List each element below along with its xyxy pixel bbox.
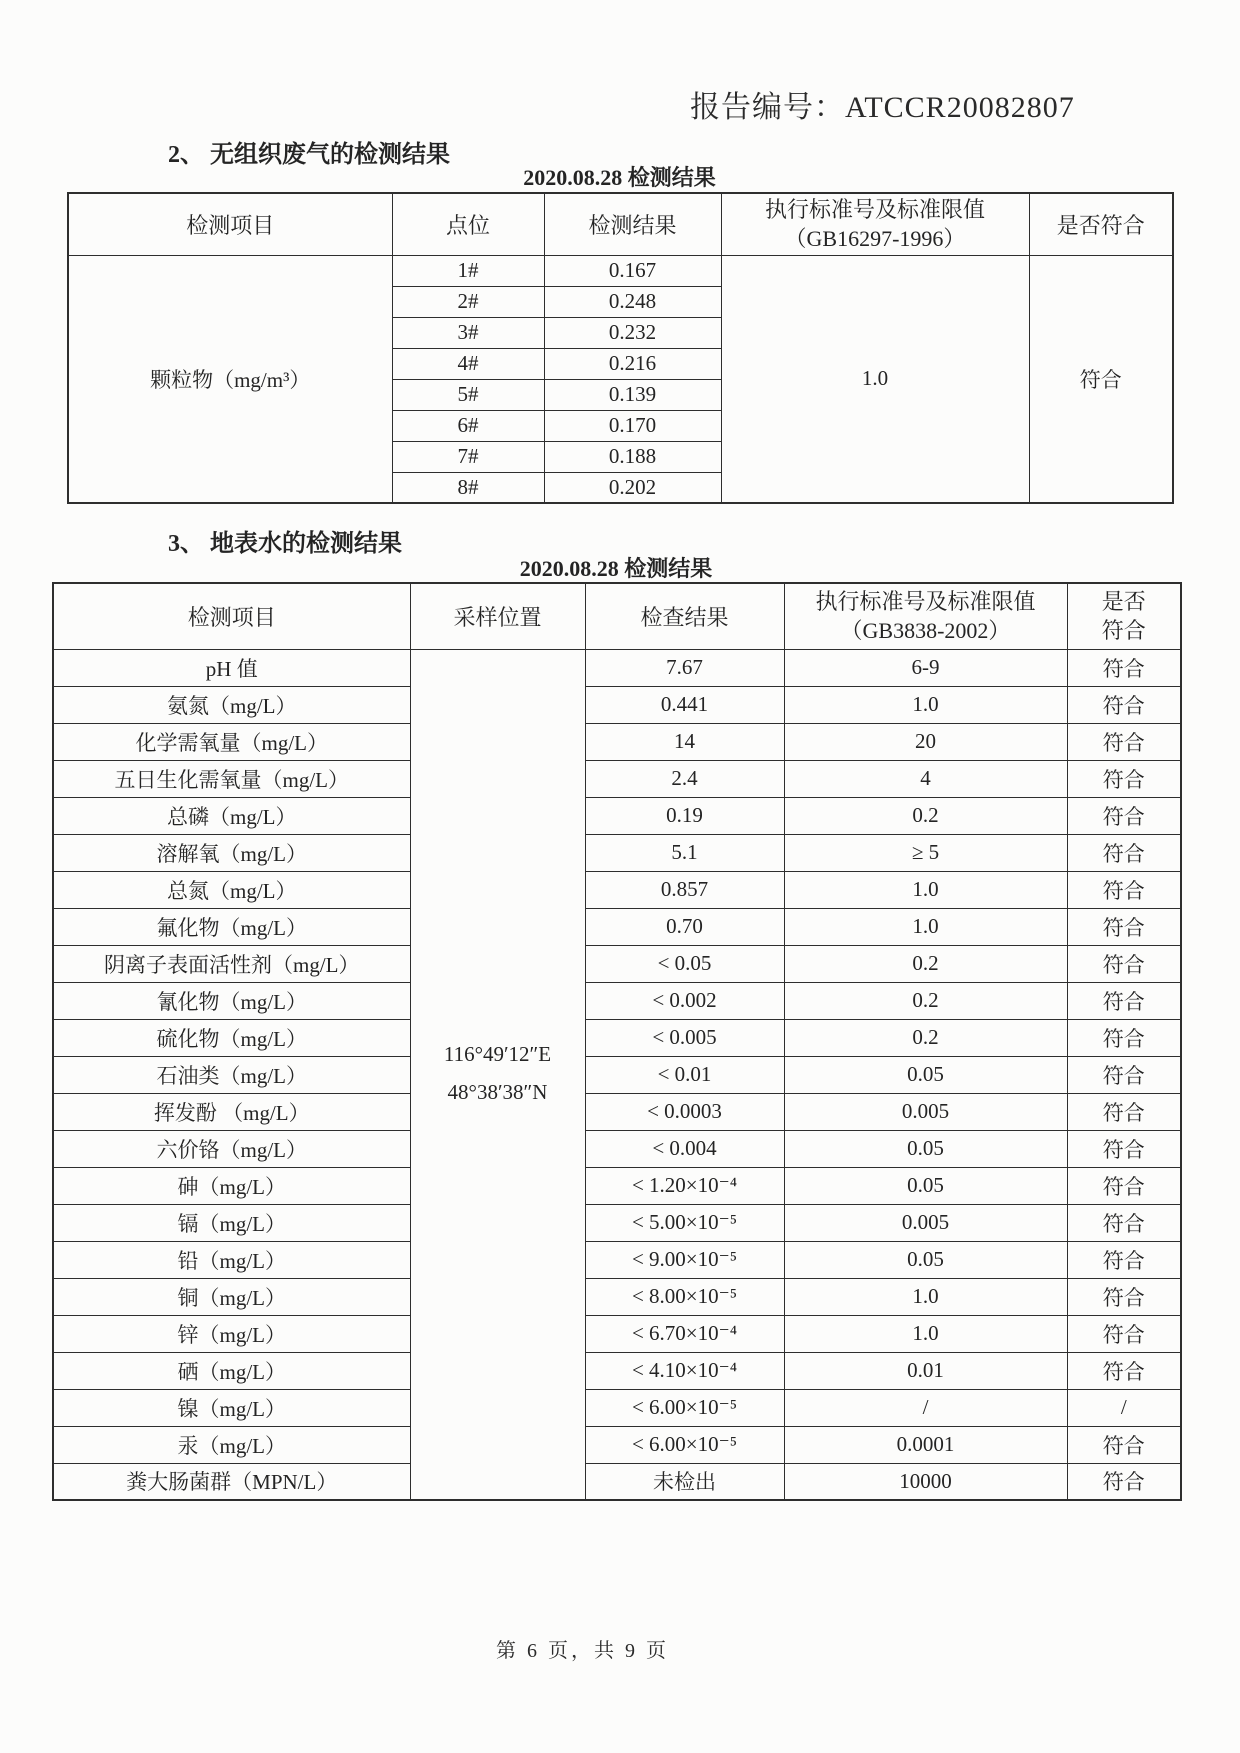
water-limit-cell: 4: [784, 760, 1067, 797]
water-limit-cell: 6-9: [784, 649, 1067, 686]
water-limit-cell: 10000: [784, 1463, 1067, 1500]
water-table-row: [53, 1352, 1181, 1389]
water-compliance-cell: 符合: [1067, 1352, 1181, 1389]
page-footer: 第 6 页，共 9 页: [496, 1640, 669, 1662]
water-compliance-cell: 符合: [1067, 1093, 1181, 1130]
water-compliance-cell: /: [1067, 1389, 1181, 1426]
water-result-cell: 7.67: [585, 649, 784, 686]
water-limit-cell: ≥ 5: [784, 834, 1067, 871]
water-compliance-cell: 符合: [1067, 1315, 1181, 1352]
water-table-row: [53, 686, 1181, 723]
water-item-cell: 镍（mg/L）: [53, 1389, 410, 1426]
gas-item-cell: 颗粒物（mg/m³）: [68, 255, 392, 503]
water-compliance-cell: 符合: [1067, 1426, 1181, 1463]
water-item-cell: 总氮（mg/L）: [53, 871, 410, 908]
water-location-line1: 116°49′12″E: [443, 1042, 552, 1067]
water-limit-cell: 0.2: [784, 797, 1067, 834]
water-item-cell: 锌（mg/L）: [53, 1315, 410, 1352]
water-compliance-cell: 符合: [1067, 686, 1181, 723]
water-item-cell: 粪大肠菌群（MPN/L）: [53, 1463, 410, 1500]
water-header-compliance: [1067, 583, 1181, 649]
water-result-cell: < 6.70×10⁻⁴: [585, 1315, 784, 1352]
water-item-cell: 铅（mg/L）: [53, 1241, 410, 1278]
gas-header-compliance: 是否符合: [1029, 193, 1173, 255]
water-item-cell: 硫化物（mg/L）: [53, 1019, 410, 1056]
water-limit-cell: 0.05: [784, 1167, 1067, 1204]
water-header-standard-line2: （GB3838-2002）: [840, 618, 1011, 644]
gas-table-caption: 2020.08.28 检测结果: [523, 165, 716, 190]
water-item-cell: pH 值: [53, 649, 410, 686]
water-header-standard: [784, 583, 1067, 649]
water-limit-cell: 0.01: [784, 1352, 1067, 1389]
gas-table-row: [68, 255, 1173, 286]
gas-header-row: [68, 193, 1173, 255]
water-compliance-cell: 符合: [1067, 1130, 1181, 1167]
water-result-cell: 2.4: [585, 760, 784, 797]
water-item-cell: 总磷（mg/L）: [53, 797, 410, 834]
water-table-row: [53, 1056, 1181, 1093]
water-limit-cell: 1.0: [784, 1315, 1067, 1352]
report-number: 报告编号：ATCCR20082807: [690, 91, 1075, 124]
water-item-cell: 铜（mg/L）: [53, 1278, 410, 1315]
gas-point-cell: 7#: [392, 441, 544, 472]
gas-point-cell: 8#: [392, 472, 544, 503]
gas-point-cell: 1#: [392, 255, 544, 286]
water-compliance-cell: 符合: [1067, 982, 1181, 1019]
gas-point-cell: 6#: [392, 410, 544, 441]
section-title-water: 3、 地表水的检测结果: [168, 531, 402, 557]
gas-limit-cell: 1.0: [721, 255, 1029, 503]
water-table-row: [53, 1093, 1181, 1130]
water-compliance-cell: 符合: [1067, 1204, 1181, 1241]
water-limit-cell: 0.0001: [784, 1426, 1067, 1463]
water-result-cell: < 0.05: [585, 945, 784, 982]
water-item-cell: 镉（mg/L）: [53, 1204, 410, 1241]
water-header-result: 检查结果: [585, 583, 784, 649]
water-item-cell: 阴离子表面活性剂（mg/L）: [53, 945, 410, 982]
water-limit-cell: 0.005: [784, 1204, 1067, 1241]
water-compliance-cell: 符合: [1067, 945, 1181, 982]
water-limit-cell: 0.05: [784, 1241, 1067, 1278]
water-header-compliance-line1: 是否: [1101, 588, 1146, 614]
water-limit-cell: 0.2: [784, 1019, 1067, 1056]
water-header-standard-line1: 执行标准号及标准限值: [815, 588, 1036, 614]
water-compliance-cell: 符合: [1067, 1463, 1181, 1500]
water-table-row: [53, 1167, 1181, 1204]
water-limit-cell: 0.2: [784, 982, 1067, 1019]
water-item-cell: 石油类（mg/L）: [53, 1056, 410, 1093]
water-result-cell: < 1.20×10⁻⁴: [585, 1167, 784, 1204]
water-result-cell: 0.857: [585, 871, 784, 908]
water-limit-cell: 1.0: [784, 871, 1067, 908]
water-table-row: [53, 1426, 1181, 1463]
water-table-row: [53, 760, 1181, 797]
water-table-row: [53, 723, 1181, 760]
water-compliance-cell: 符合: [1067, 1167, 1181, 1204]
water-limit-cell: 20: [784, 723, 1067, 760]
water-result-cell: < 0.0003: [585, 1093, 784, 1130]
water-result-cell: 5.1: [585, 834, 784, 871]
gas-results-table: [67, 192, 1174, 504]
gas-result-cell: 0.167: [544, 255, 721, 286]
water-item-cell: 汞（mg/L）: [53, 1426, 410, 1463]
water-table-row: [53, 1389, 1181, 1426]
gas-point-cell: 2#: [392, 286, 544, 317]
water-limit-cell: 1.0: [784, 1278, 1067, 1315]
water-result-cell: 0.19: [585, 797, 784, 834]
gas-point-cell: 4#: [392, 348, 544, 379]
gas-result-cell: 0.139: [544, 379, 721, 410]
water-result-cell: < 9.00×10⁻⁵: [585, 1241, 784, 1278]
water-limit-cell: /: [784, 1389, 1067, 1426]
water-result-cell: < 4.10×10⁻⁴: [585, 1352, 784, 1389]
water-table-row: [53, 1019, 1181, 1056]
gas-header-standard-line2: （GB16297-1996）: [784, 226, 966, 252]
water-compliance-cell: 符合: [1067, 1241, 1181, 1278]
gas-result-cell: 0.248: [544, 286, 721, 317]
water-table-row: [53, 982, 1181, 1019]
water-result-cell: < 8.00×10⁻⁵: [585, 1278, 784, 1315]
water-table-row: [53, 1241, 1181, 1278]
gas-result-cell: 0.202: [544, 472, 721, 503]
water-result-cell: 未检出: [585, 1463, 784, 1500]
water-header-row: [53, 583, 1181, 649]
gas-header-standard-line1: 执行标准号及标准限值: [764, 196, 985, 222]
water-table-row: [53, 1130, 1181, 1167]
water-limit-cell: 0.05: [784, 1056, 1067, 1093]
water-limit-cell: 0.05: [784, 1130, 1067, 1167]
water-table-row: [53, 834, 1181, 871]
gas-header-point: 点位: [392, 193, 544, 255]
water-compliance-cell: 符合: [1067, 1019, 1181, 1056]
water-table-caption: 2020.08.28 检测结果: [519, 556, 713, 581]
gas-header-standard: [721, 193, 1029, 255]
gas-result-cell: 0.216: [544, 348, 721, 379]
water-table-row: [53, 1463, 1181, 1500]
water-limit-cell: 1.0: [784, 908, 1067, 945]
water-location-line2: 48°38′38″N: [447, 1080, 548, 1105]
water-item-cell: 六价铬（mg/L）: [53, 1130, 410, 1167]
water-result-cell: 14: [585, 723, 784, 760]
water-header-location: 采样位置: [410, 583, 585, 649]
water-table-row: [53, 945, 1181, 982]
water-table-row: [53, 908, 1181, 945]
water-item-cell: 五日生化需氧量（mg/L）: [53, 760, 410, 797]
water-limit-cell: 1.0: [784, 686, 1067, 723]
water-result-cell: < 0.004: [585, 1130, 784, 1167]
gas-header-item: 检测项目: [68, 193, 392, 255]
water-compliance-cell: 符合: [1067, 1278, 1181, 1315]
gas-result-cell: 0.170: [544, 410, 721, 441]
water-result-cell: < 6.00×10⁻⁵: [585, 1389, 784, 1426]
water-result-cell: < 0.002: [585, 982, 784, 1019]
water-item-cell: 挥发酚 （mg/L）: [53, 1093, 410, 1130]
water-header-item: 检测项目: [53, 583, 410, 649]
water-table-row: [53, 649, 1181, 686]
water-table-row: [53, 1278, 1181, 1315]
water-table-row: [53, 1204, 1181, 1241]
water-compliance-cell: 符合: [1067, 797, 1181, 834]
water-table-row: [53, 1315, 1181, 1352]
water-table-row: [53, 871, 1181, 908]
water-result-cell: 0.70: [585, 908, 784, 945]
water-compliance-cell: 符合: [1067, 760, 1181, 797]
water-compliance-cell: 符合: [1067, 649, 1181, 686]
gas-compliance-cell: 符合: [1029, 255, 1173, 503]
water-item-cell: 硒（mg/L）: [53, 1352, 410, 1389]
water-item-cell: 砷（mg/L）: [53, 1167, 410, 1204]
gas-point-cell: 3#: [392, 317, 544, 348]
water-item-cell: 氰化物（mg/L）: [53, 982, 410, 1019]
water-item-cell: 化学需氧量（mg/L）: [53, 723, 410, 760]
water-compliance-cell: 符合: [1067, 834, 1181, 871]
water-results-table: [52, 582, 1182, 1501]
water-compliance-cell: 符合: [1067, 1056, 1181, 1093]
water-item-cell: 溶解氧（mg/L）: [53, 834, 410, 871]
gas-result-cell: 0.188: [544, 441, 721, 472]
water-limit-cell: 0.005: [784, 1093, 1067, 1130]
water-compliance-cell: 符合: [1067, 871, 1181, 908]
section-title-gas: 2、 无组织废气的检测结果: [168, 142, 450, 168]
water-table-row: [53, 797, 1181, 834]
water-compliance-cell: 符合: [1067, 908, 1181, 945]
water-result-cell: 0.441: [585, 686, 784, 723]
gas-header-result: 检测结果: [544, 193, 721, 255]
water-result-cell: < 6.00×10⁻⁵: [585, 1426, 784, 1463]
water-item-cell: 氟化物（mg/L）: [53, 908, 410, 945]
water-compliance-cell: 符合: [1067, 723, 1181, 760]
gas-point-cell: 5#: [392, 379, 544, 410]
water-header-compliance-line2: 符合: [1101, 618, 1146, 644]
water-result-cell: < 0.005: [585, 1019, 784, 1056]
gas-result-cell: 0.232: [544, 317, 721, 348]
water-result-cell: < 5.00×10⁻⁵: [585, 1204, 784, 1241]
water-item-cell: 氨氮（mg/L）: [53, 686, 410, 723]
water-limit-cell: 0.2: [784, 945, 1067, 982]
water-result-cell: < 0.01: [585, 1056, 784, 1093]
water-location-cell: [410, 649, 585, 1500]
